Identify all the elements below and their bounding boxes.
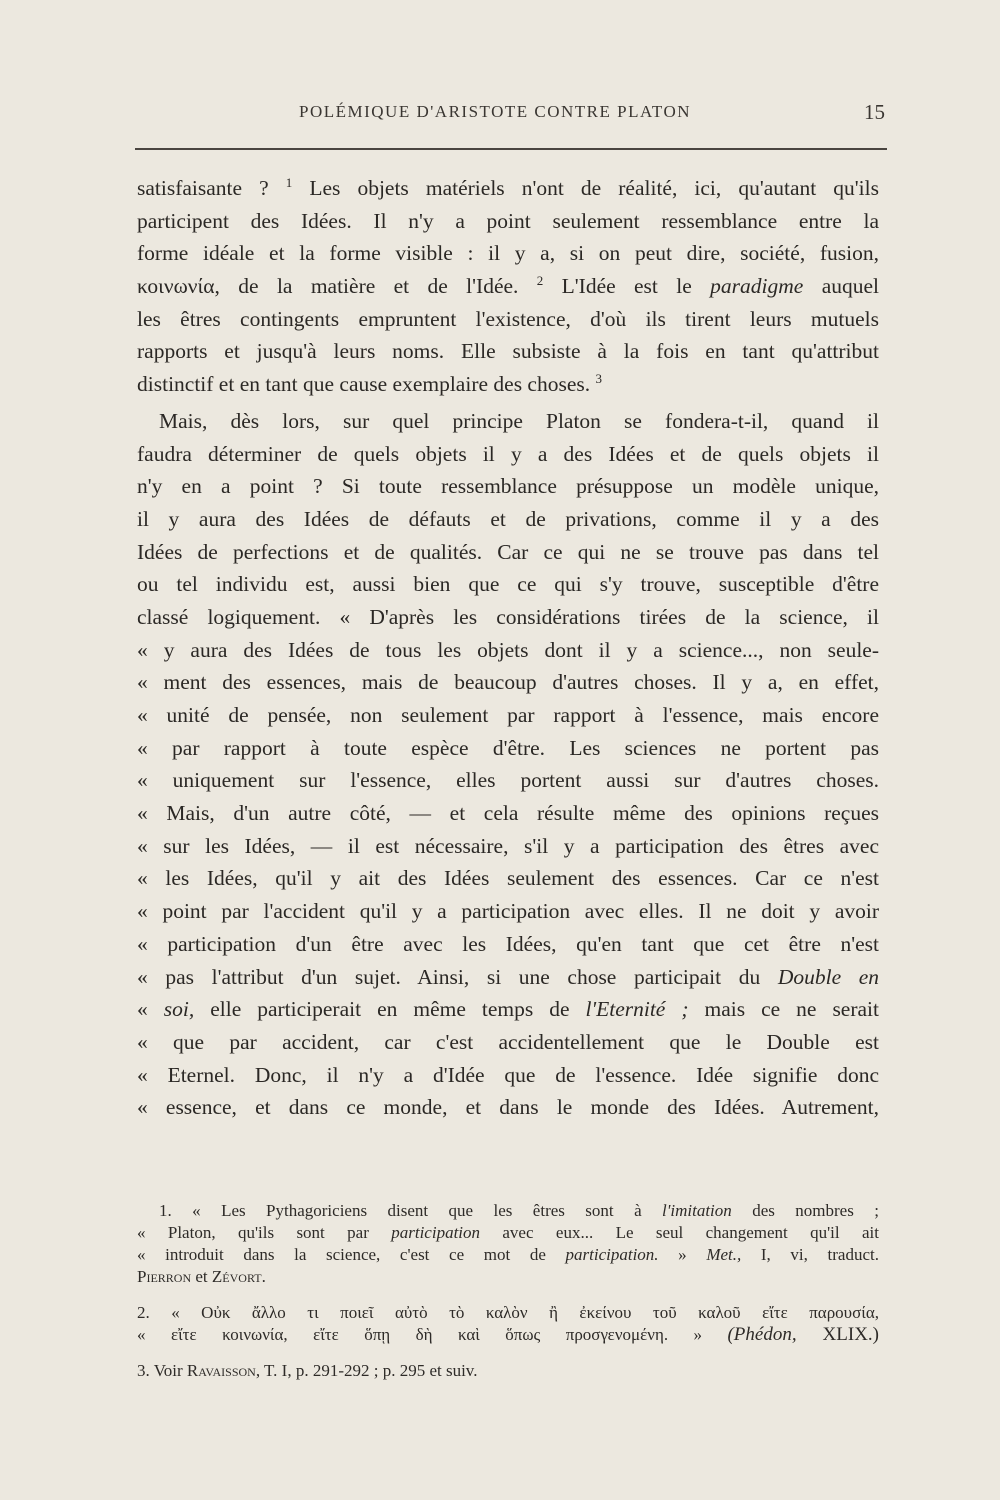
text-line: « les Idées, qu'il y ait des Idées seulement des essences. Car ce n'est (137, 866, 879, 891)
footnotes (137, 1200, 879, 1396)
text-line: Idées de perfections et de qualités. Car ce qui ne se trouve pas dans tel (137, 539, 879, 564)
text-line: « que par accident, car c'est accidentellement que le Double est (137, 1029, 879, 1054)
text-line: forme idéale et la forme visible : il y a, si on peut dire, société, fusion, (137, 241, 879, 266)
footnote-3: 3. Voir Ravaisson, T. I, p. 291-292 ; p. 295 et suiv. (137, 1361, 478, 1380)
footnote-ref: 2 (536, 272, 544, 288)
text-line: « point par l'accident qu'il y a participation avec elles. Il ne doit y avoir (137, 899, 879, 924)
footnote-2: 2. « Οὐκ ἄλλο τι ποιεῖ αὐτὸ τὸ καλὸν ἢ ἐκείνου τοῦ καλοῦ εἴτε παρουσία, « εἴτε κοινωνία, εἴτε ὅπῃ δὴ καὶ ὅπως προσγενομένη. » (Phédon, XLIX.) (137, 1303, 880, 1345)
text-line: ou tel individu est, aussi bien que ce qui s'y trouve, susceptible d'être (137, 572, 879, 597)
text-line: il y aura des Idées de défauts et de privations, comme il y a des (137, 506, 879, 531)
text-line: « Eternel. Donc, il n'y a d'Idée que de l'essence. Idée signifie donc (137, 1062, 879, 1087)
text-line: « Mais, d'un autre côté, — et cela résulte même des opinions reçues (137, 801, 879, 826)
page-number: 15 (864, 100, 885, 124)
footnote-ref: 3 (595, 370, 603, 386)
text-line: rapports et jusqu'à leurs noms. Elle subsiste à la fois en tant qu'attribut (137, 339, 879, 364)
footnote-1: 1. « Les Pythagoriciens disent que les êtres sont à l'imitation des nombres ; « Platon, qu'ils sont par participation avec eux... Le seul changement qu'il ait « introduit dans la science, c'est ce mot de participation. » Met., I, vi, traduct. Pierron et Zévort. (137, 1201, 879, 1286)
running-header (135, 102, 885, 132)
text-line: « uniquement sur l'essence, elles portent aussi sur d'autres choses. (137, 768, 879, 793)
running-title: POLÉMIQUE D'ARISTOTE CONTRE PLATON (298, 102, 692, 121)
text-line: « ment des essences, mais de beaucoup d'autres choses. Il y a, en effet, (137, 670, 879, 695)
text-line: distinctif et en tant que cause exemplaire des choses. $^3$ (137, 370, 603, 397)
text-line: « participation d'un être avec les Idées, qu'en tant que cet être n'est (137, 931, 879, 956)
text-line: « y aura des Idées de tous les objets dont il y a science..., non seule- (137, 637, 879, 662)
text-line: participent des Idées. Il n'y a point seulement ressemblance entre la (137, 208, 879, 233)
text-line: « pas l'attribut d'un sujet. Ainsi, si une chose participait du Double en (137, 964, 879, 989)
main-text (137, 172, 879, 1124)
text-line: classé logiquement. « D'après les considérations tirées de la science, il (137, 604, 879, 629)
text-line: κοινωνία, de la matière et de l'Idée. $^2$ L'Idée est le paradigme auquel (137, 272, 880, 299)
text-line: « essence, et dans ce monde, et dans le monde des Idées. Autrement, (137, 1095, 879, 1120)
text-line: « sur les Idées, — il est nécessaire, s'il y a participation des êtres avec (137, 833, 879, 858)
footnote-ref: 1 (285, 174, 293, 190)
text-line: Mais, dès lors, sur quel principe Platon se fondera-t-il, quand il (159, 408, 879, 433)
text-line: n'y en a point ? Si toute ressemblance présuppose un modèle unique, (137, 474, 879, 499)
text-line: satisfaisante ? $^1$ Les objets matériels n'ont de réalité, ici, qu'autant qu'ils (137, 174, 879, 200)
text-line: faudra déterminer de quels objets il y a des Idées et de quels objets il (137, 441, 879, 466)
text-line: « unité de pensée, non seulement par rapport à l'essence, mais encore (137, 703, 879, 727)
text-line: « par rapport à toute espèce d'être. Les sciences ne portent pas (137, 735, 879, 760)
text-line: « soi, elle participerait en même temps de l'Eternité ; mais ce ne serait (137, 997, 880, 1022)
text-line: les êtres contingents empruntent l'existence, d'où ils tirent leurs mutuels (137, 306, 879, 331)
header-rule (135, 148, 887, 150)
